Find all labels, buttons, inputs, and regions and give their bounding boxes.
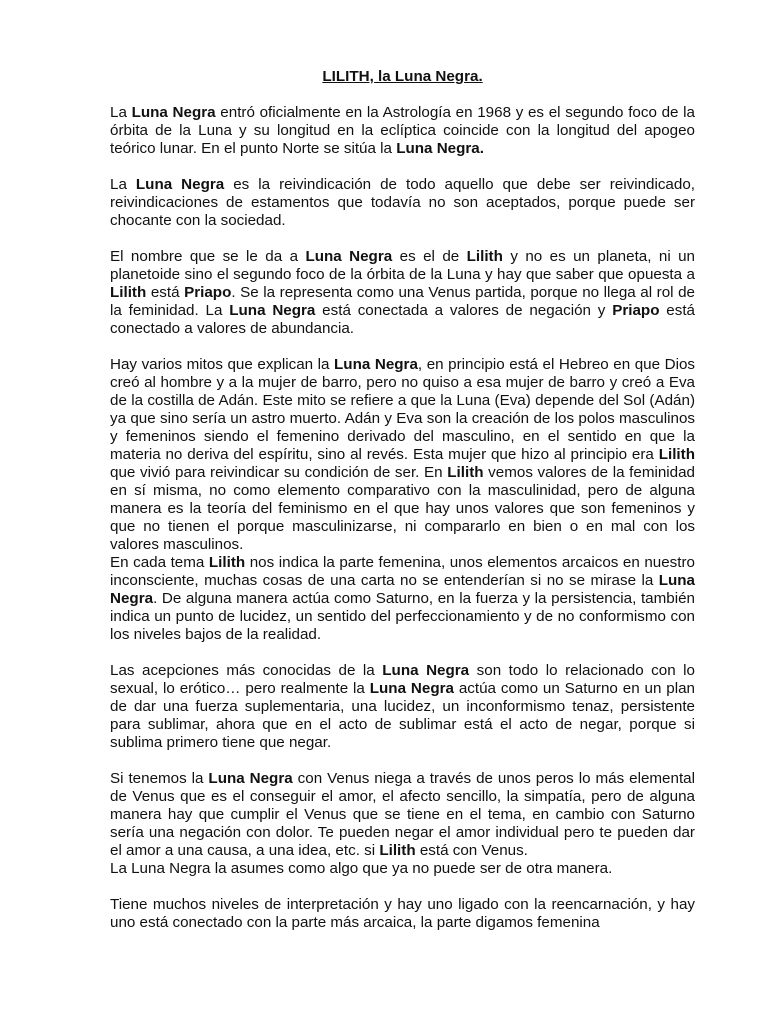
paragraph-text: Hay varios mitos que explican la: [110, 356, 335, 373]
paragraph: [110, 356, 695, 554]
paragraph-text: En cada tema: [110, 554, 209, 571]
bold-term: Luna Negra.: [396, 140, 484, 157]
paragraph-text: está: [146, 284, 185, 301]
bold-term: Luna Negra: [334, 356, 418, 373]
paragraph: [110, 860, 695, 878]
paragraph-text: La Luna Negra la asumes como algo que ya no puede ser de otra manera.: [110, 860, 613, 877]
paragraph-text: , en principio está el Hebreo en que Dios creó al hombre y a la mujer de barro, pero no quiso a esa mujer de barro y creó a Eva de la costilla de Adán. Este mito se refiere a que la Luna (Eva) depende del Sol (Adán) ya que sino sería un astro muerto. Adán y Eva son la creación de los polos masculinos y femeninos siendo el femenino derivado del masculino, en el sentido en que la materia no deriva del espíritu, sino al revés. Esta mujer que hizo al principio era: [110, 356, 695, 463]
bold-term: Lilith: [447, 464, 484, 481]
bold-term: Luna Negra: [382, 662, 470, 679]
bold-term: Lilith: [658, 446, 695, 463]
paragraph-text: . De alguna manera actúa como Saturno, en la fuerza y la persistencia, también indica un punto de lucidez, un sentido del perfeccionamiento y de no conformismo con los niveles bajos de la realidad.: [110, 590, 695, 643]
paragraph: [110, 770, 695, 860]
bold-term: Luna Negra: [305, 248, 393, 265]
paragraph-text: La: [110, 104, 132, 121]
document-title: LILITH, la Luna Negra.: [322, 68, 483, 85]
paragraph-text: que vivió para reivindicar su condición de ser. En: [110, 464, 448, 481]
paragraph-text: está con Venus.: [415, 842, 528, 859]
bold-term: Lilith: [379, 842, 416, 859]
paragraph: [110, 554, 695, 644]
paragraph-text: es la reivindicación de todo aquello que debe ser reivindicado, reivindicaciones de estamentos que todavía no son aceptados, porque puede ser chocante con la sociedad.: [110, 176, 695, 229]
paragraph-text: está conectada a valores de negación y: [315, 302, 613, 319]
paragraph-text: está conectado a valores de abundancia.: [110, 302, 696, 337]
bold-term: Luna Negra: [229, 302, 316, 319]
paragraph-text: son todo lo relacionado con lo sexual, lo erótico… pero realmente la: [110, 662, 695, 697]
paragraph-text: entró oficialmente en la Astrología en 1968 y es el segundo foco de la órbita de la Luna y su longitud en la eclíptica coincide con la longitud del apogeo teórico lunar. En el punto Norte se sitúa la: [110, 104, 695, 157]
paragraph-text: . Se la representa como una Venus partida, porque no llega al rol de la feminidad. La: [110, 284, 695, 319]
paragraph-text: Las acepciones más conocidas de la: [110, 662, 383, 679]
bold-term: Luna Negra: [369, 680, 454, 697]
paragraph-text: Si tenemos la: [110, 770, 209, 787]
document-body: [110, 104, 695, 932]
paragraph-text: es el de: [392, 248, 467, 265]
paragraph: [110, 896, 695, 932]
paragraph-text: vemos valores de la feminidad en sí misma, no como elemento comparativo con la masculinidad, pero de alguna manera es la teoría del feminismo en el que hay unos valores que son femeninos y que no tienen el porque masculinizarse, ni compararlo en bien o en mal con los valores masculinos.: [110, 464, 696, 553]
bold-term: Luna Negra: [135, 176, 225, 193]
bold-term: Priapo: [184, 284, 232, 301]
paragraph-text: La: [110, 176, 136, 193]
document-page: [110, 68, 695, 932]
paragraph-text: y no es un planeta, ni un planetoide sino el segundo foco de la órbita de la Luna y hay que saber que opuesta a: [110, 248, 695, 283]
paragraph: [110, 248, 695, 338]
paragraph-text: El nombre que se le da a: [110, 248, 306, 265]
paragraph-text: Tiene muchos niveles de interpretación y hay uno ligado con la reencarnación, y hay uno está conectado con la parte más arcaica, la parte digamos femenina: [110, 896, 695, 931]
bold-term: Priapo: [612, 302, 660, 319]
paragraph: [110, 662, 695, 752]
bold-term: Luna Negra: [131, 104, 216, 121]
paragraph: [110, 176, 695, 230]
paragraph-text: actúa como un Saturno en un plan de dar una fuerza suplementaria, una lucidez, un inconformismo tenaz, persistente para sublimar, ahora que en el acto de sublimar está el acto de negar, porque si sublima primero tiene que negar.: [110, 680, 696, 751]
bold-term: Luna Negra: [208, 770, 293, 787]
bold-term: Lilith: [110, 284, 147, 301]
bold-term: Lilith: [466, 248, 503, 265]
bold-term: Lilith: [208, 554, 246, 571]
bold-term: Luna Negra: [110, 572, 695, 607]
paragraph-text: nos indica la parte femenina, unos elementos arcaicos en nuestro inconsciente, muchas cosas de una carta no se entenderían si no se mirase la: [110, 554, 696, 589]
paragraph: [110, 104, 695, 158]
paragraph-text: con Venus niega a través de unos peros lo más elemental de Venus que es el conseguir el amor, el afecto sencillo, la simpatía, pero de alguna manera hay que cumplir el Venus que se tiene en el tema, en cambio con Saturno sería una negación con dolor. Te pueden negar el amor individual pero te pueden dar el amor a una causa, a una idea, etc. si: [110, 770, 695, 859]
